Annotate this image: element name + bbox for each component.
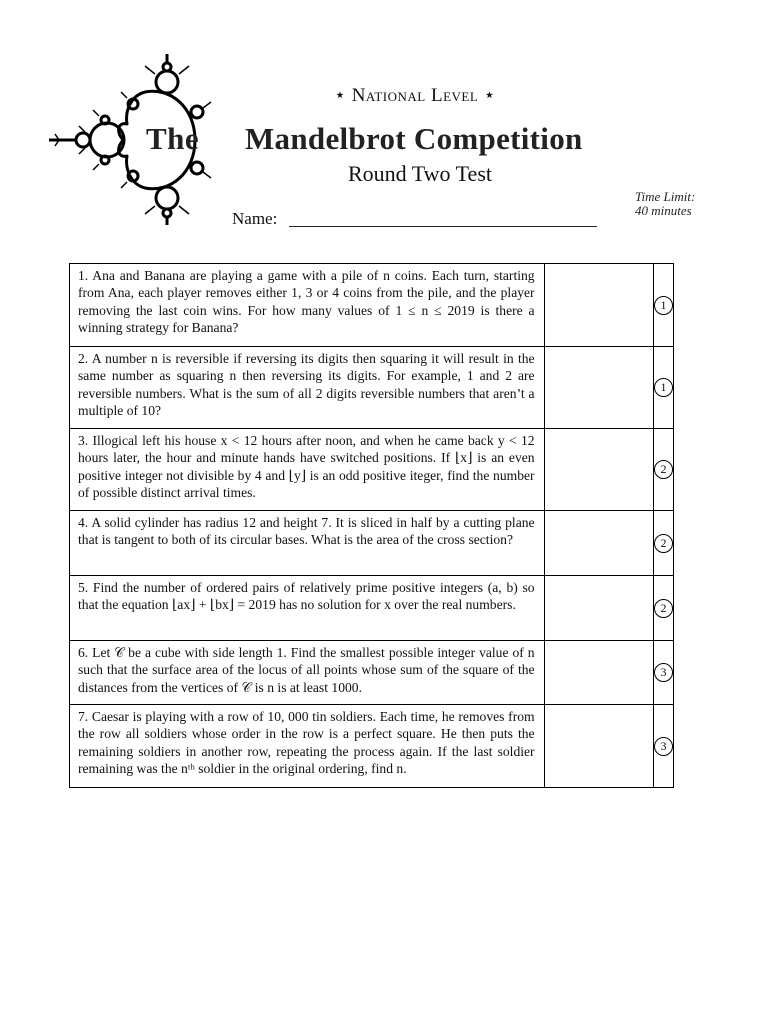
table-row — [70, 641, 674, 705]
point-value — [653, 511, 673, 576]
table-row — [70, 705, 674, 788]
mandelbrot-fractal-logo — [45, 52, 240, 227]
problem-text: 2. A number n is reversible if reversing its digits then squaring it will result in the same number as squaring n then reversing its digits. For example, 1 and 2 are reversible numbers. What is the sum of all 2 digits reversible numbers that aren’t a multiple of 10? — [70, 347, 545, 429]
answer-box[interactable] — [544, 576, 653, 641]
problem-text: 6. Let 𝒞 be a cube with side length 1. Find the smallest possible integer value of n such that the surface area of the locus of all points whose sum of the square of the distances from the vertices of 𝒞 is n is at least 1000. — [70, 641, 545, 705]
competition-title: Mandelbrot Competition — [245, 121, 583, 156]
name-field[interactable] — [289, 226, 597, 227]
point-value — [653, 576, 673, 641]
title-the: The — [146, 121, 200, 156]
time-limit-value: 40 minutes — [635, 203, 692, 218]
point-circle: 2 — [654, 460, 673, 479]
answer-box[interactable] — [544, 347, 653, 429]
answer-box[interactable] — [544, 705, 653, 788]
problem-text: 4. A solid cylinder has radius 12 and height 7. It is sliced in half by a cutting plane that is tangent to both of its circular bases. What is the area of the cross section? — [70, 511, 545, 576]
name-label: Name: — [232, 209, 278, 228]
problem-text: 7. Caesar is playing with a row of 10, 000 tin soldiers. Each time, he removes from the row all soldiers whose order in the row is a perfect square. He then puts the remaining soldiers in another row, repeating the process again. If the last soldier remaining was the nᵗʰ soldier in the original ordering, find n. — [70, 705, 545, 788]
round-subtitle: Round Two Test — [347, 161, 492, 186]
answer-box[interactable] — [544, 264, 653, 347]
answer-box[interactable] — [544, 511, 653, 576]
point-value — [653, 641, 673, 705]
table-row — [70, 264, 674, 347]
point-value — [653, 705, 673, 788]
table-row — [70, 347, 674, 429]
time-limit-label: Time Limit: — [635, 189, 696, 204]
point-circle: 2 — [654, 599, 673, 618]
time-limit — [635, 190, 695, 218]
answer-box[interactable] — [544, 641, 653, 705]
point-circle: 1 — [654, 296, 673, 315]
competition-level: ⋆ National Level ⋆ — [334, 85, 496, 106]
problem-text: 1. Ana and Banana are playing a game with a pile of n coins. Each turn, starting from Ana, each player removes either 1, 3 or 4 coins from the pile, and the player removing the last coin wins. For how many values of 1 ≤ n ≤ 2019 is there a winning strategy for Banana? — [70, 264, 545, 347]
point-circle: 3 — [654, 663, 673, 682]
answer-box[interactable] — [544, 429, 653, 511]
test-header — [0, 0, 768, 250]
point-circle: 2 — [654, 534, 673, 553]
point-circle: 1 — [654, 378, 673, 397]
point-value — [653, 264, 673, 347]
problem-text: 3. Illogical left his house x < 12 hours after noon, and when he came back y < 12 hours later, the hour and minute hands have switched positions. If ⌊x⌋ is an even positive integer not divisible by 4 and ⌊y⌋ is an odd positive iteger, find the number of possible distinct arrival times. — [70, 429, 545, 511]
table-row — [70, 429, 674, 511]
table-row — [70, 511, 674, 576]
table-row — [70, 576, 674, 641]
point-value — [653, 347, 673, 429]
problem-text: 5. Find the number of ordered pairs of relatively prime positive integers (a, b) so that the equation ⌊ax⌋ + ⌊bx⌋ = 2019 has no solution for x over the real numbers. — [70, 576, 545, 641]
point-value — [653, 429, 673, 511]
point-circle: 3 — [654, 737, 673, 756]
problems-table — [69, 263, 674, 788]
